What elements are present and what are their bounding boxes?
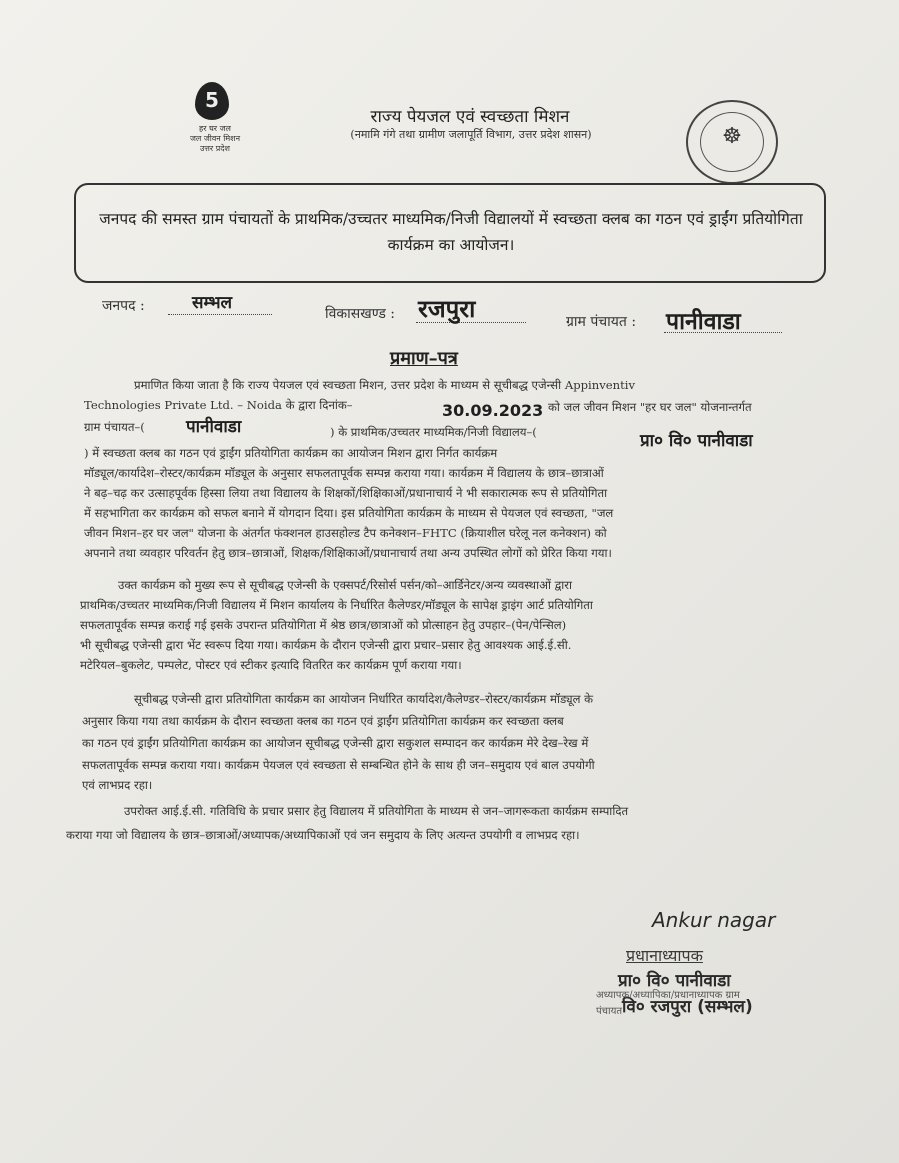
para1-line1: प्रमाणित किया जाता है कि राज्य पेयजल एवं स्वच्छता मिशन, उत्तर प्रदेश के माध्यम से सूचीबद्ध एजेन्सी Appinventiv (134, 378, 636, 392)
para1-panchayat: पानीवाडा (186, 417, 242, 437)
panchayat-value: पानीवाडा (666, 309, 741, 335)
stamp-line2: प्रा० वि० पानीवाडा (618, 971, 731, 991)
para1-school: प्रा० वि० पानीवाडा (640, 431, 753, 451)
mission-title: राज्य पेयजल एवं स्वच्छता मिशन (370, 107, 570, 127)
block-label: विकासखण्ड : (325, 306, 396, 322)
stamp-line3: वि० रजपुरा (सम्भल) (622, 997, 753, 1017)
district-label: जनपद : (102, 298, 145, 314)
para1-line5: मॉड्यूल/कार्यादेश–रोस्टर/कार्यक्रम मॉड्यूल के अनुसार सफलतापूर्वक सम्पन्न कराया गया। कार्यक्रम में विद्यालय के छात्र–छात्राओं (84, 466, 604, 480)
subject-text: जनपद की समस्त ग्राम पंचायतों के प्राथमिक/उच्चतर माध्यमिक/निजी विद्यालयों में स्वच्छता क्लब का गठन एवं ड्राईंग प्रतियोगिता कार्यक्रम का आयोजन। (99, 210, 803, 254)
para2-line4: भी सूचीबद्ध एजेन्सी द्वारा भेंट स्वरूप दिया गया। कार्यक्रम के दौरान एजेन्सी द्वारा प्रचार–प्रसार हेतु आवश्यक आई.ई.सी. (80, 638, 572, 652)
stamp-line1: प्रधानाध्यापक (626, 946, 703, 965)
signature-name: Ankur nagar (652, 908, 776, 932)
para1-line6: ने बढ़–चढ़ कर उत्साहपूर्वक हिस्सा लिया तथा विद्यालय के शिक्षकों/शिक्षिकाओं/प्रधानाचार्य ने भी सकारात्मक रूप से प्रतियोगिता (84, 486, 608, 500)
para1-line3b: ) के प्राथमिक/उच्चतर माध्यमिक/निजी विद्यालय–( (330, 425, 537, 439)
para1-line7: में सहभागिता कर कार्यक्रम को सफल बनाने में योगदान दिया। इस प्रतियोगिता कार्यक्रम के माध्यम से पेयजल एवं स्वच्छता, "जल (84, 506, 614, 520)
district-value: सम्भल (192, 293, 233, 313)
para1-line2a: Technologies Private Ltd. – Noida के द्वारा दिनांक– (84, 398, 353, 412)
para4-line1: उपरोक्त आई.ई.सी. गतिविधि के प्रचार प्रसार हेतु विद्यालय में प्रतियोगिता के माध्यम से जन–जागरूकता कार्यक्रम सम्पादित (124, 804, 629, 818)
mission-subtitle: (नमामि गंगे तथा ग्रामीण जलापूर्ति विभाग, उत्तर प्रदेश शासन) (350, 128, 592, 141)
para1-line3a: ग्राम पंचायत–( (84, 420, 145, 434)
para2-line5: मटेरियल–बुकलेट, पम्पलेट, पोस्टर एवं स्टीकर इत्यादि वितरित कर कार्यक्रम पूर्ण कराया गया। (80, 658, 462, 672)
para3-line5: एवं लाभप्रद रहा। (82, 778, 153, 792)
logo-number: 5 (205, 88, 219, 112)
para2-line3: सफलतापूर्वक सम्पन्न कराई गई इसके उपरान्त प्रतियोगिता में श्रेष्ठ छात्र/छात्राओं को प्रोत्साहन हेतु उपहार–(पेन/पेन्सिल) (80, 618, 567, 632)
para3-line4: सफलतापूर्वक सम्पन्न कराया गया। कार्यक्रम पेयजल एवं स्वच्छता से सम्बन्धित होने के साथ ही जन–समुदाय एवं बाल उपयोगी (82, 758, 595, 772)
para3-line2: अनुसार किया गया तथा कार्यक्रम के दौरान स्वच्छता क्लब का गठन एवं ड्राईंग प्रतियोगिता कार्यक्रम कर स्वच्छता क्लब (82, 714, 564, 728)
program-date: 30.09.2023 (442, 401, 544, 420)
district-dotline (168, 314, 272, 315)
para3-line1: सूचीबद्ध एजेन्सी द्वारा प्रतियोगिता कार्यक्रम का आयोजन निर्धारित कार्यादेश/कैलेण्डर–रोस्टर/कार्यक्रम मॉड्यूल के (134, 692, 594, 706)
para3-line3: का गठन एवं ड्राईंग प्रतियोगिता कार्यक्रम का आयोजन सूचीबद्ध एजेन्सी द्वारा सकुशल सम्पादन कर कार्यक्रम मेरे देख–रेख में (82, 736, 589, 750)
certificate-heading: प्रमाण–पत्र (390, 348, 458, 369)
para1-line9: अपनाने तथा व्यवहार परिवर्तन हेतु छात्र–छात्राओं, शिक्षक/शिक्षिकाओं/प्रधानाचार्य तथा अन्य उपस्थित लोगों को प्रेरित किया गया। (84, 546, 612, 560)
para2-line1: उक्त कार्यक्रम को मुख्य रूप से सूचीबद्ध एजेन्सी के एक्सपर्ट/रिसोर्स पर्सन/को–आर्डिनेटर/अन्य व्यवस्थाओं द्वारा (118, 578, 573, 592)
para1-line8: जीवन मिशन–हर घर जल" योजना के अंतर्गत फंक्शनल हाउसहोल्ड टैप कनेक्शन–FHTC (क्रियाशील घरेलू नल कनेक्शन) को (84, 526, 607, 540)
printed-designation-line2: पंचायत (596, 1006, 623, 1017)
para1-line2b: को जल जीवन मिशन "हर घर जल" योजनान्तर्गत (548, 400, 752, 414)
panchayat-label: ग्राम पंचायत : (566, 314, 637, 330)
block-value: रजपुरा (418, 295, 476, 323)
logo-caption: हर घर जल जल जीवन मिशन उत्तर प्रदेश (189, 124, 241, 153)
para4-line2: कराया गया जो विद्यालय के छात्र–छात्राओं/अध्यापक/अध्यापिकाओं एवं जन समुदाय के लिए अत्यन्त उपयोगी व लाभप्रद रहा। (66, 828, 580, 842)
printed-designation-line1: अध्यापक/अध्यापिका/प्रधानाध्यापक ग्राम (596, 990, 740, 1001)
para1-line4: ) में स्वच्छता क्लब का गठन एवं ड्राईंग प्रतियोगिता कार्यक्रम का आयोजन मिशन द्वारा निर्गत कार्यक्रम (84, 446, 498, 460)
para2-line2: प्राथमिक/उच्चतर माध्यमिक/निजी विद्यालय में मिशन कार्यालय के निर्धारित कैलेण्डर/मॉड्यूल के सापेक्ष ड्राइंग आर्ट प्रतियोगिता (80, 598, 593, 612)
seal-emblem-icon: ☸ (722, 124, 742, 149)
